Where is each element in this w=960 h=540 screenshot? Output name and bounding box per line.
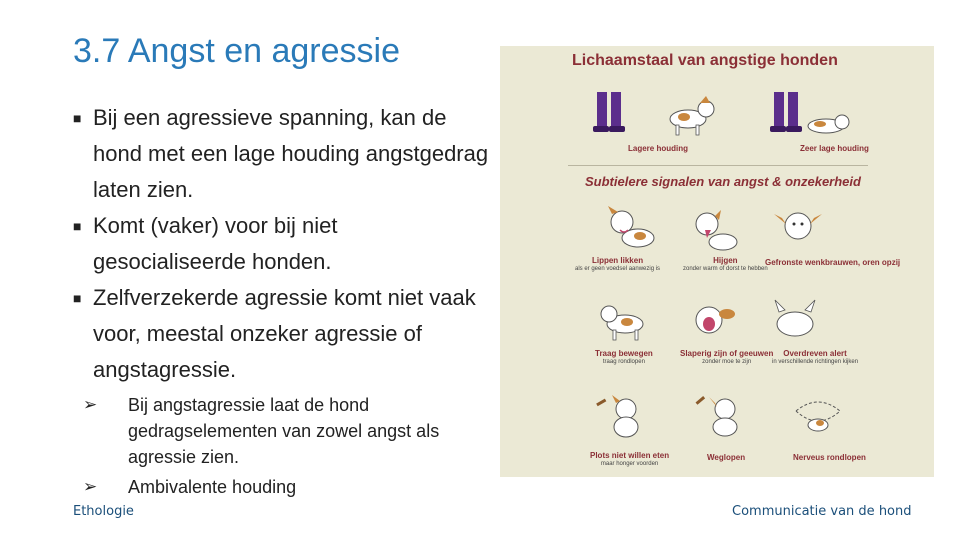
panting-dog-icon bbox=[685, 206, 745, 256]
caption: Gefronste wenkbrauwen, oren opzij bbox=[765, 258, 901, 267]
refusing-food-dog-icon bbox=[592, 391, 652, 441]
bullet-item bbox=[73, 280, 493, 388]
caption: Plots niet willen eten maar honger voorden bbox=[590, 451, 670, 467]
caption: Slaperig zijn of geeuwen zonder moe te zijn bbox=[680, 349, 774, 365]
caption: Overdreven alert in verschillende richtingen kijken bbox=[772, 349, 859, 365]
slow-moving-dog-icon bbox=[595, 296, 655, 346]
bullet-mark-icon: ■ bbox=[73, 110, 82, 126]
bullet-list bbox=[73, 100, 493, 500]
lip-licking-dog-icon bbox=[600, 204, 660, 254]
caption: Zeer lage houding bbox=[800, 144, 869, 153]
caption: Weglopen bbox=[707, 453, 746, 462]
bullet-text: Komt (vaker) voor bij niet gesocialiseerde honden. bbox=[93, 213, 338, 274]
bullet-mark-icon: ■ bbox=[73, 218, 82, 234]
sub-bullet-text: Ambivalente houding bbox=[128, 477, 297, 497]
low-posture-dog-icon bbox=[660, 91, 720, 141]
arrow-bullet-icon: ➢ bbox=[83, 395, 98, 414]
yawning-dog-icon bbox=[683, 296, 743, 346]
caption: Lagere houding bbox=[628, 144, 688, 153]
divider bbox=[568, 165, 868, 166]
poster-title: Lichaamstaal van angstige honden bbox=[572, 52, 838, 69]
footer-course: Ethologie bbox=[73, 504, 134, 519]
bullet-text: Bij een agressieve spanning, kan de hond met een lage houding angstgedrag laten zien. bbox=[93, 105, 489, 202]
footer-topic: Communicatie van de hond bbox=[732, 504, 912, 519]
person-legs-icon bbox=[585, 88, 635, 136]
bullet-item bbox=[73, 100, 493, 208]
pacing-dog-icon bbox=[788, 391, 848, 441]
caption: Lippen likken als er geen voedsel aanwezig is bbox=[575, 256, 661, 272]
bullet-text: Zelfverzekerde agressie komt niet vaak voor, meestal onzeker agressie of angstagressie. bbox=[93, 285, 476, 382]
bullet-item bbox=[73, 208, 493, 280]
sub-bullet-item bbox=[73, 392, 493, 470]
caption: Hijgen zonder warm of dorst te hebben bbox=[683, 256, 768, 272]
caption: Nerveus rondlopen bbox=[793, 453, 866, 462]
frowning-dog-icon bbox=[768, 204, 828, 254]
walking-away-dog-icon bbox=[695, 391, 755, 441]
dog-body-language-poster bbox=[500, 46, 934, 477]
caption: Traag bewegen traag rondlopen bbox=[595, 349, 653, 365]
sub-bullet-item bbox=[73, 474, 493, 500]
very-low-posture-dog-icon bbox=[800, 98, 855, 140]
poster-subtitle: Subtielere signalen van angst & onzekerheid bbox=[585, 174, 861, 189]
sub-bullet-text: Bij angstagressie laat de hond gedragselementen van zowel angst als agressie zien. bbox=[128, 395, 440, 467]
alert-dog-icon bbox=[765, 296, 825, 346]
bullet-mark-icon: ■ bbox=[73, 290, 82, 306]
arrow-bullet-icon: ➢ bbox=[83, 477, 98, 496]
slide-title: 3.7 Angst en agressie bbox=[73, 32, 401, 70]
